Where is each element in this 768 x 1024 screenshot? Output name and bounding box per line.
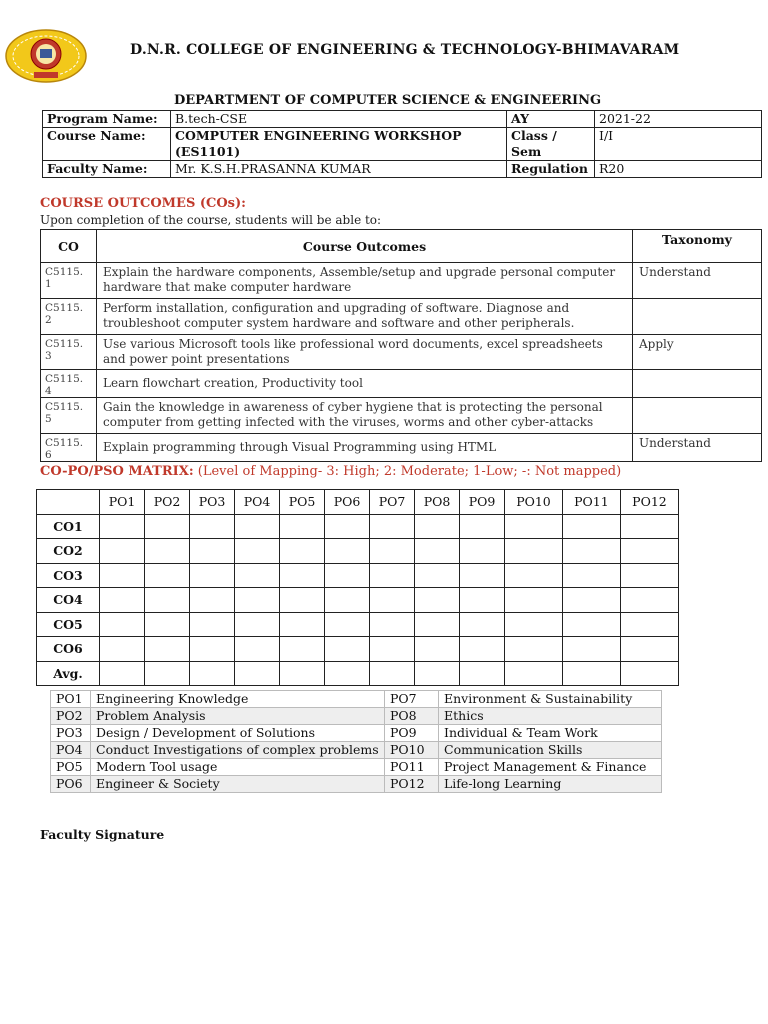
matrix-cell: [235, 539, 280, 564]
matrix-note: (Level of Mapping- 3: High; 2: Moderate; 1-Low; -: Not mapped): [197, 464, 622, 479]
matrix-cell: [235, 563, 280, 588]
matrix-cell: [370, 637, 415, 662]
matrix-row-header: CO1: [37, 514, 100, 539]
matrix-cell: [415, 661, 460, 686]
matrix-row: [37, 661, 679, 686]
matrix-cell: [505, 539, 563, 564]
matrix-cell: [370, 661, 415, 686]
legend-b-name: Project Management & Finance: [439, 759, 662, 776]
course-label: Course Name:: [43, 128, 171, 161]
co-description: Gain the knowledge in awareness of cyber hygiene that is protecting the personal computer from getting infected with the viruses, worms and other cyber-attacks: [97, 398, 633, 434]
course-outcomes-table: [40, 229, 762, 462]
matrix-cell: [100, 588, 145, 613]
matrix-cell: [415, 563, 460, 588]
matrix-col-header: PO1: [100, 490, 145, 515]
legend-row: [51, 708, 662, 725]
matrix-cell: [100, 514, 145, 539]
co-code: C5115. 1: [41, 263, 97, 299]
col-taxonomy: Taxonomy: [633, 230, 762, 263]
legend-a-name: Problem Analysis: [91, 708, 385, 725]
program-label: Program Name:: [43, 111, 171, 128]
legend-a-name: Design / Development of Solutions: [91, 725, 385, 742]
po-legend-table: [50, 690, 662, 793]
matrix-col-header: PO2: [145, 490, 190, 515]
matrix-cell: [460, 637, 505, 662]
matrix-cell: [415, 514, 460, 539]
matrix-cell: [235, 612, 280, 637]
department-title: DEPARTMENT OF COMPUTER SCIENCE & ENGINEERING: [174, 93, 602, 108]
matrix-cell: [145, 637, 190, 662]
co-taxonomy: [633, 299, 762, 335]
matrix-row-header: CO2: [37, 539, 100, 564]
table-row: [41, 335, 762, 370]
matrix-cell: [620, 637, 678, 662]
matrix-cell: [505, 588, 563, 613]
legend-a-code: PO2: [51, 708, 91, 725]
co-taxonomy: [633, 398, 762, 434]
matrix-col-header: PO9: [460, 490, 505, 515]
matrix-cell: [370, 563, 415, 588]
matrix-col-header: PO10: [505, 490, 563, 515]
course-value-line2: (ES1101): [175, 144, 241, 159]
course-value: [171, 128, 507, 161]
co-taxonomy: Apply: [633, 335, 762, 370]
matrix-cell: [235, 514, 280, 539]
matrix-cell: [562, 514, 620, 539]
matrix-cell: [190, 661, 235, 686]
matrix-cell: [562, 563, 620, 588]
matrix-row-header: CO5: [37, 612, 100, 637]
faculty-value: Mr. K.S.H.PRASANNA KUMAR: [171, 161, 507, 178]
legend-row: [51, 725, 662, 742]
legend-b-name: Life-long Learning: [439, 776, 662, 793]
matrix-cell: [280, 588, 325, 613]
legend-b-code: PO12: [385, 776, 439, 793]
legend-b-code: PO9: [385, 725, 439, 742]
matrix-cell: [562, 588, 620, 613]
matrix-cell: [280, 612, 325, 637]
legend-row: [51, 776, 662, 793]
legend-row: [51, 691, 662, 708]
matrix-cell: [415, 539, 460, 564]
co-description: Perform installation, configuration and upgrading of software. Diagnose and troubleshoot computer system hardware and software and other peripherals.: [97, 299, 633, 335]
matrix-col-header: PO7: [370, 490, 415, 515]
table-row: [41, 299, 762, 335]
matrix-cell: [235, 588, 280, 613]
matrix-cell: [235, 637, 280, 662]
co-description: Use various Microsoft tools like professional word documents, excel spreadsheets and power point presentations: [97, 335, 633, 370]
legend-b-name: Individual & Team Work: [439, 725, 662, 742]
matrix-cell: [325, 563, 370, 588]
matrix-cell: [100, 661, 145, 686]
matrix-cell: [562, 637, 620, 662]
legend-row: [51, 759, 662, 776]
legend-a-code: PO5: [51, 759, 91, 776]
matrix-cell: [280, 514, 325, 539]
co-taxonomy: Understand: [633, 263, 762, 299]
matrix-cell: [562, 612, 620, 637]
class-value: I/I: [595, 128, 762, 161]
matrix-cell: [325, 514, 370, 539]
matrix-cell: [325, 661, 370, 686]
table-row: [43, 161, 762, 178]
table-row: [41, 263, 762, 299]
matrix-cell: [620, 563, 678, 588]
matrix-cell: [145, 514, 190, 539]
co-code: C5115. 2: [41, 299, 97, 335]
regulation-value: R20: [595, 161, 762, 178]
matrix-cell: [145, 563, 190, 588]
matrix-cell: [325, 588, 370, 613]
matrix-heading: [40, 464, 621, 479]
co-description: Explain programming through Visual Programming using HTML: [97, 434, 633, 462]
matrix-row-header: CO6: [37, 637, 100, 662]
matrix-row: [37, 612, 679, 637]
matrix-cell: [415, 612, 460, 637]
matrix-cell: [415, 637, 460, 662]
matrix-cell: [325, 637, 370, 662]
matrix-cell: [460, 539, 505, 564]
matrix-cell: [100, 539, 145, 564]
matrix-cell: [190, 514, 235, 539]
matrix-cell: [620, 588, 678, 613]
matrix-col-header: PO6: [325, 490, 370, 515]
matrix-cell: [562, 539, 620, 564]
col-outcomes: Course Outcomes: [97, 230, 633, 263]
col-co: CO: [41, 230, 97, 263]
table-row: [43, 111, 762, 128]
legend-a-code: PO3: [51, 725, 91, 742]
matrix-cell: [505, 563, 563, 588]
matrix-col-header: PO12: [620, 490, 678, 515]
matrix-row: [37, 514, 679, 539]
ay-label: AY: [507, 111, 595, 128]
matrix-cell: [280, 637, 325, 662]
matrix-cell: [100, 612, 145, 637]
matrix-cell: [562, 661, 620, 686]
matrix-cell: [280, 539, 325, 564]
co-taxonomy: [633, 370, 762, 398]
matrix-cell: [100, 637, 145, 662]
matrix-col-header: PO11: [562, 490, 620, 515]
matrix-cell: [460, 588, 505, 613]
table-row: [41, 398, 762, 434]
legend-a-code: PO6: [51, 776, 91, 793]
matrix-cell: [280, 661, 325, 686]
matrix-col-header: PO3: [190, 490, 235, 515]
course-value-line1: COMPUTER ENGINEERING WORKSHOP: [175, 128, 462, 143]
legend-a-name: Conduct Investigations of complex problems: [91, 742, 385, 759]
matrix-cell: [370, 612, 415, 637]
matrix-corner-cell: [37, 490, 100, 515]
matrix-cell: [415, 588, 460, 613]
matrix-title: CO-PO/PSO MATRIX:: [40, 464, 194, 479]
co-po-matrix: [36, 489, 679, 686]
matrix-row: [37, 563, 679, 588]
matrix-row-header: CO4: [37, 588, 100, 613]
college-logo: [4, 28, 88, 84]
legend-b-name: Environment & Sustainability: [439, 691, 662, 708]
matrix-row: [37, 637, 679, 662]
matrix-cell: [145, 661, 190, 686]
matrix-cell: [620, 514, 678, 539]
matrix-cell: [235, 661, 280, 686]
co-description: Learn flowchart creation, Productivity tool: [97, 370, 633, 398]
co-code: C5115. 5: [41, 398, 97, 434]
matrix-cell: [190, 612, 235, 637]
matrix-cell: [505, 514, 563, 539]
matrix-cell: [620, 539, 678, 564]
matrix-cell: [620, 661, 678, 686]
matrix-cell: [100, 563, 145, 588]
matrix-cell: [190, 588, 235, 613]
legend-a-code: PO1: [51, 691, 91, 708]
matrix-cell: [280, 563, 325, 588]
matrix-row: [37, 588, 679, 613]
matrix-cell: [370, 514, 415, 539]
matrix-cell: [460, 563, 505, 588]
matrix-header-row: [37, 490, 679, 515]
matrix-cell: [145, 588, 190, 613]
course-outcomes-intro: Upon completion of the course, students will be able to:: [40, 213, 382, 227]
ay-value: 2021-22: [595, 111, 762, 128]
legend-b-code: PO7: [385, 691, 439, 708]
matrix-row-header: CO3: [37, 563, 100, 588]
program-info-table: [42, 110, 762, 178]
legend-b-code: PO11: [385, 759, 439, 776]
legend-b-code: PO10: [385, 742, 439, 759]
legend-b-name: Communication Skills: [439, 742, 662, 759]
table-row: [43, 128, 762, 161]
co-code: C5115. 6: [41, 434, 97, 462]
faculty-signature-label: Faculty Signature: [40, 827, 165, 842]
legend-b-code: PO8: [385, 708, 439, 725]
matrix-cell: [145, 612, 190, 637]
matrix-cell: [190, 637, 235, 662]
legend-a-name: Engineering Knowledge: [91, 691, 385, 708]
legend-a-code: PO4: [51, 742, 91, 759]
table-row: [41, 434, 762, 462]
legend-a-name: Engineer & Society: [91, 776, 385, 793]
table-row: [41, 370, 762, 398]
legend-row: [51, 742, 662, 759]
matrix-cell: [460, 612, 505, 637]
matrix-col-header: PO5: [280, 490, 325, 515]
faculty-label: Faculty Name:: [43, 161, 171, 178]
matrix-cell: [460, 514, 505, 539]
matrix-cell: [325, 539, 370, 564]
matrix-cell: [505, 661, 563, 686]
regulation-label: Regulation: [507, 161, 595, 178]
matrix-cell: [620, 612, 678, 637]
legend-b-name: Ethics: [439, 708, 662, 725]
co-code: C5115. 3: [41, 335, 97, 370]
legend-a-name: Modern Tool usage: [91, 759, 385, 776]
matrix-col-header: PO4: [235, 490, 280, 515]
matrix-row: [37, 539, 679, 564]
matrix-cell: [370, 588, 415, 613]
course-outcomes-heading: COURSE OUTCOMES (COs):: [40, 196, 246, 211]
class-label: Class / Sem: [507, 128, 595, 161]
program-value: B.tech-CSE: [171, 111, 507, 128]
matrix-cell: [145, 539, 190, 564]
matrix-cell: [505, 612, 563, 637]
co-description: Explain the hardware components, Assemble/setup and upgrade personal computer hardware that make computer hardware: [97, 263, 633, 299]
matrix-cell: [460, 661, 505, 686]
matrix-cell: [370, 539, 415, 564]
matrix-row-header: Avg.: [37, 661, 100, 686]
table-header-row: [41, 230, 762, 263]
college-name: D.N.R. COLLEGE OF ENGINEERING & TECHNOLOGY-BHIMAVARAM: [130, 42, 680, 58]
matrix-cell: [325, 612, 370, 637]
matrix-cell: [505, 637, 563, 662]
matrix-col-header: PO8: [415, 490, 460, 515]
matrix-cell: [190, 539, 235, 564]
co-taxonomy: Understand: [633, 434, 762, 462]
co-code: C5115. 4: [41, 370, 97, 398]
matrix-cell: [190, 563, 235, 588]
